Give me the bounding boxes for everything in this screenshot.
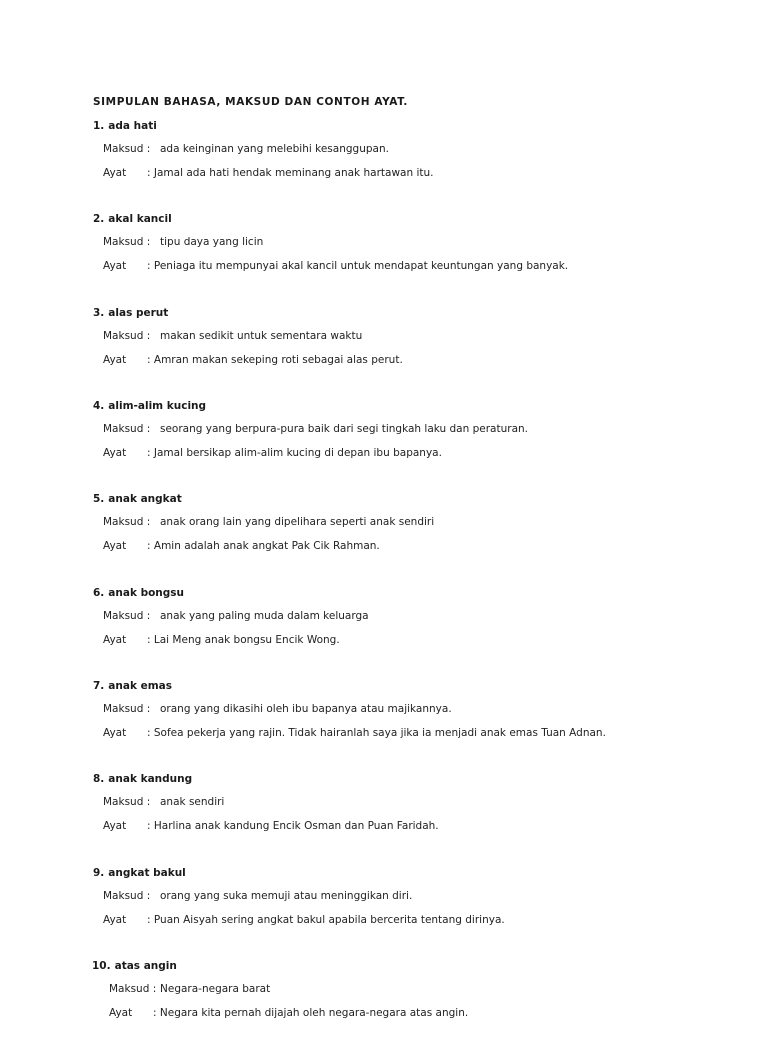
example-text: Negara kita pernah dijajah oleh negara-negara atas angin. (159, 1007, 469, 1019)
entry-heading (93, 867, 186, 879)
entry-term: alim-alim kucing (108, 400, 207, 412)
example-colon: : (147, 914, 151, 926)
meaning-text: anak yang paling muda dalam keluarga (160, 610, 369, 622)
entry (0, 680, 768, 760)
meaning-text: seorang yang berpura-pura baik dari segi tingkah laku dan peraturan. (160, 423, 528, 435)
meaning-label: Maksud : (103, 143, 151, 155)
meaning-label: Maksud : (109, 983, 157, 995)
entry-number: 8. (93, 773, 105, 785)
entry (0, 867, 768, 947)
meaning-label: Maksud : (103, 890, 151, 902)
example-label: Ayat (103, 354, 127, 366)
example-colon: : (147, 727, 151, 739)
example-label: Ayat (103, 820, 127, 832)
example-text: Sofea pekerja yang rajin. Tidak hairanlah saya jika ia menjadi anak emas Tuan Adnan. (153, 727, 606, 739)
example-text: Amran makan sekeping roti sebagai alas perut. (153, 354, 403, 366)
example-text: Amin adalah anak angkat Pak Cik Rahman. (153, 540, 380, 552)
example-text: Harlina anak kandung Encik Osman dan Puan Faridah. (153, 820, 439, 832)
meaning-text: orang yang suka memuji atau meninggikan diri. (160, 890, 413, 902)
entry-term: anak emas (108, 680, 172, 692)
entry (0, 307, 768, 387)
example-colon: : (153, 1007, 157, 1019)
entry (0, 213, 768, 293)
example-text: Jamal ada hati hendak meminang anak hartawan itu. (153, 167, 434, 179)
entry-term: anak angkat (108, 493, 182, 505)
example-text: Lai Meng anak bongsu Encik Wong. (153, 634, 340, 646)
example-label: Ayat (103, 260, 127, 272)
entry-heading (92, 960, 177, 972)
entry (0, 960, 768, 1040)
meaning-text: anak orang lain yang dipelihara seperti anak sendiri (160, 516, 435, 528)
entry-number: 2. (93, 213, 105, 225)
entry-heading (93, 307, 168, 319)
entry-number: 10. (92, 960, 111, 972)
example-colon: : (147, 354, 151, 366)
entry-heading (93, 120, 157, 132)
entry-number: 5. (93, 493, 105, 505)
entry-heading (93, 680, 172, 692)
example-label: Ayat (103, 727, 127, 739)
entry-number: 6. (93, 587, 105, 599)
example-colon: : (147, 634, 151, 646)
entry (0, 120, 768, 200)
entry-heading (93, 493, 182, 505)
entry-term: angkat bakul (108, 867, 186, 879)
entry (0, 493, 768, 573)
entry-number: 1. (93, 120, 105, 132)
meaning-text: makan sedikit untuk sementara waktu (160, 330, 363, 342)
meaning-label: Maksud : (103, 796, 151, 808)
entry-term: atas angin (114, 960, 177, 972)
entry-term: alas perut (108, 307, 169, 319)
meaning-label: Maksud : (103, 330, 151, 342)
entry (0, 587, 768, 667)
example-colon: : (147, 820, 151, 832)
entry-term: akal kancil (108, 213, 172, 225)
meaning-text: anak sendiri (160, 796, 225, 808)
entry-term: ada hati (108, 120, 157, 132)
example-colon: : (147, 447, 151, 459)
entry-term: anak kandung (108, 773, 193, 785)
entry-number: 3. (93, 307, 105, 319)
meaning-label: Maksud : (103, 703, 151, 715)
entry-term: anak bongsu (108, 587, 185, 599)
example-label: Ayat (109, 1007, 133, 1019)
entry-heading (93, 773, 192, 785)
entry (0, 773, 768, 853)
meaning-label: Maksud : (103, 516, 151, 528)
page-title: SIMPULAN BAHASA, MAKSUD DAN CONTOH AYAT. (93, 96, 408, 108)
example-colon: : (147, 260, 151, 272)
entry-heading (93, 400, 206, 412)
example-text: Puan Aisyah sering angkat bakul apabila bercerita tentang dirinya. (153, 914, 505, 926)
meaning-text: ada keinginan yang melebihi kesanggupan. (160, 143, 389, 155)
example-text: Peniaga itu mempunyai akal kancil untuk mendapat keuntungan yang banyak. (153, 260, 569, 272)
entry (0, 400, 768, 480)
meaning-text: tipu daya yang licin (160, 236, 264, 248)
meaning-text: orang yang dikasihi oleh ibu bapanya atau majikannya. (160, 703, 452, 715)
meaning-label: Maksud : (103, 610, 151, 622)
example-label: Ayat (103, 447, 127, 459)
example-text: Jamal bersikap alim-alim kucing di depan ibu bapanya. (153, 447, 442, 459)
example-label: Ayat (103, 634, 127, 646)
example-colon: : (147, 167, 151, 179)
entry-heading (93, 213, 172, 225)
entry-heading (93, 587, 184, 599)
entry-number: 7. (93, 680, 105, 692)
entry-number: 9. (93, 867, 105, 879)
entry-number: 4. (93, 400, 105, 412)
example-label: Ayat (103, 167, 127, 179)
meaning-label: Maksud : (103, 423, 151, 435)
example-colon: : (147, 540, 151, 552)
example-label: Ayat (103, 914, 127, 926)
meaning-label: Maksud : (103, 236, 151, 248)
example-label: Ayat (103, 540, 127, 552)
meaning-text: Negara-negara barat (160, 983, 271, 995)
